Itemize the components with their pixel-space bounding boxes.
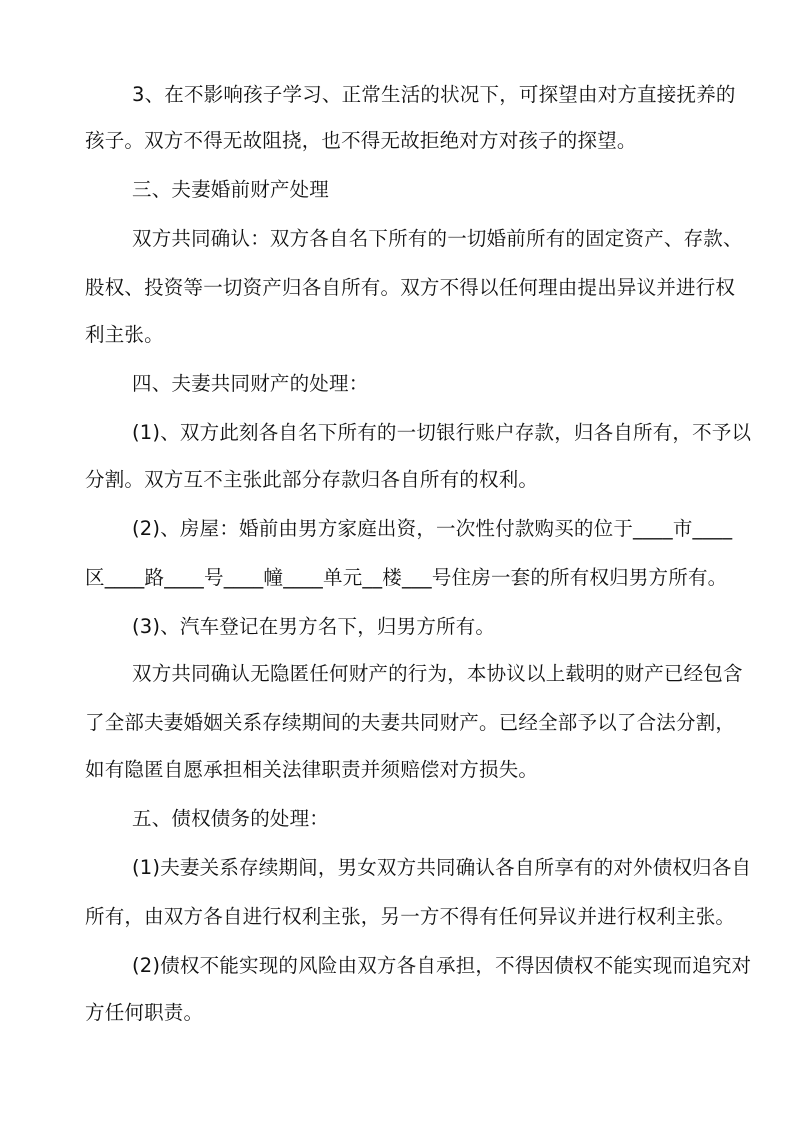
section-heading: 四、夫妻共同财产的处理： [132, 372, 369, 395]
text-line: 利主张。 [85, 323, 164, 346]
text-line: 了全部夫妻婚姻关系存续期间的夫妻共同财产。已经全部予以了合法分割， [85, 711, 736, 734]
text-line: 方任何职责。 [85, 1001, 204, 1024]
text-line: 3、在不影响孩子学习、正常生活的状况下，可探望由对方直接抚养的 [132, 83, 736, 106]
text-line: (3)、汽车登记在男方名下，归男方所有。 [132, 615, 496, 638]
section-heading: 三、夫妻婚前财产处理 [132, 178, 330, 201]
text-line: 如有隐匿自愿承担相关法律职责并须赔偿对方损失。 [85, 758, 539, 781]
text-line: 双方共同确认无隐匿任何财产的行为，本协议以上载明的财产已经包含 [132, 662, 743, 685]
text-line: 分割。双方互不主张此部分存款归各自所有的权利。 [85, 468, 539, 491]
text-line: (2)债权不能实现的风险由双方各自承担，不得因债权不能实现而追究对 [132, 954, 752, 977]
text-line: 所有，由双方各自进行权利主张，另一方不得有任何异议并进行权利主张。 [85, 905, 736, 928]
section-heading: 五、债权债务的处理： [132, 807, 330, 830]
text-line: (2)、房屋：婚前由男方家庭出资，一次性付款购买的位于____市____ [132, 517, 733, 540]
text-line: 区____路____号____幢____单元__楼___号住房一套的所有权归男方所有。 [85, 566, 728, 589]
text-line: (1)夫妻关系存续期间，男女双方共同确认各自所享有的对外债权归各自 [132, 856, 752, 879]
text-line: 股权、投资等一切资产归各自所有。双方不得以任何理由提出异议并进行权 [85, 276, 736, 299]
text-line: 双方共同确认：双方各自名下所有的一切婚前所有的固定资产、存款、 [132, 227, 743, 250]
text-line: (1)、双方此刻各自名下所有的一切银行账户存款，归各自所有，不予以 [132, 421, 752, 444]
text-line: 孩子。双方不得无故阻挠，也不得无故拒绝对方对孩子的探望。 [85, 129, 637, 152]
